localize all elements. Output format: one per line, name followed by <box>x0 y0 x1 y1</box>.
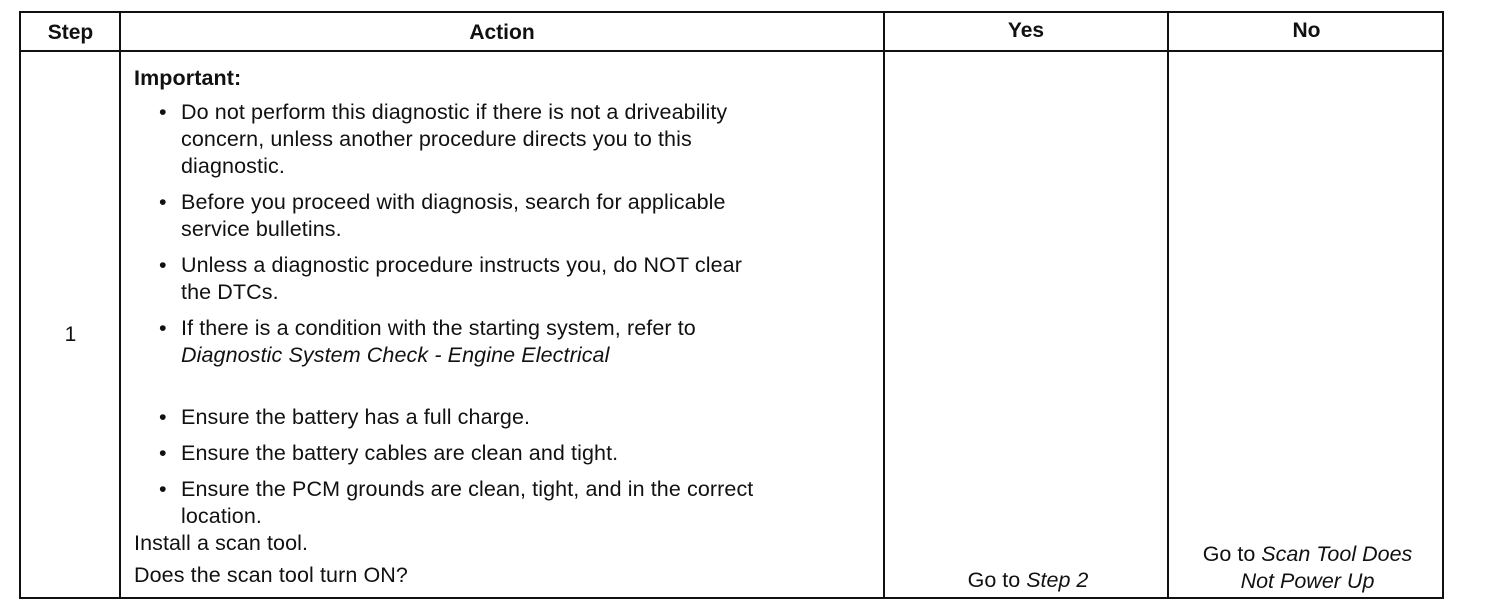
action-cell <box>134 65 884 589</box>
list-item: • Ensure the PCM grounds are clean, tight, and in the correct location. <box>134 476 884 530</box>
list-item: • Ensure the battery cables are clean and tight. <box>134 440 884 467</box>
header-action: Action <box>469 21 535 44</box>
header-yes: Yes <box>1007 19 1045 42</box>
column-divider <box>119 13 121 597</box>
important-list <box>134 99 884 530</box>
list-item: • Before you proceed with diagnosis, search for applicable service bulletins. <box>134 189 884 243</box>
important-label: Important: <box>134 66 242 90</box>
list-item: • Do not perform this diagnostic if there is not a driveability concern, unless another procedure directs you to this diagnostic. <box>134 99 884 180</box>
list-item: • Unless a diagnostic procedure instructs you, do NOT clear the DTCs. <box>134 252 884 306</box>
no-target-link-line2[interactable]: Not Power Up <box>1240 569 1375 593</box>
step-number: 1 <box>64 323 77 346</box>
column-divider <box>1167 13 1169 597</box>
header-step: Step <box>47 21 94 44</box>
diagnostic-table <box>19 11 1444 599</box>
no-cell <box>1171 541 1444 595</box>
no-target-link-line1[interactable]: Scan Tool Does <box>1261 542 1413 566</box>
refer-text: If there is a condition with the starting system, refer to <box>181 316 696 340</box>
list-item: • Ensure the battery has a full charge. <box>134 404 884 431</box>
refer-link[interactable]: Diagnostic System Check - Engine Electrical <box>181 343 610 367</box>
instruction-text: Install a scan tool. <box>134 531 309 555</box>
no-prefix: Go to <box>1202 542 1256 566</box>
yes-prefix: Go to <box>967 568 1021 592</box>
header-no: No <box>1292 19 1321 42</box>
yes-target-link[interactable]: Step 2 <box>1026 568 1089 592</box>
list-item-refer <box>134 315 884 369</box>
yes-cell <box>887 568 1169 593</box>
question-text: Does the scan tool turn ON? <box>134 563 408 587</box>
